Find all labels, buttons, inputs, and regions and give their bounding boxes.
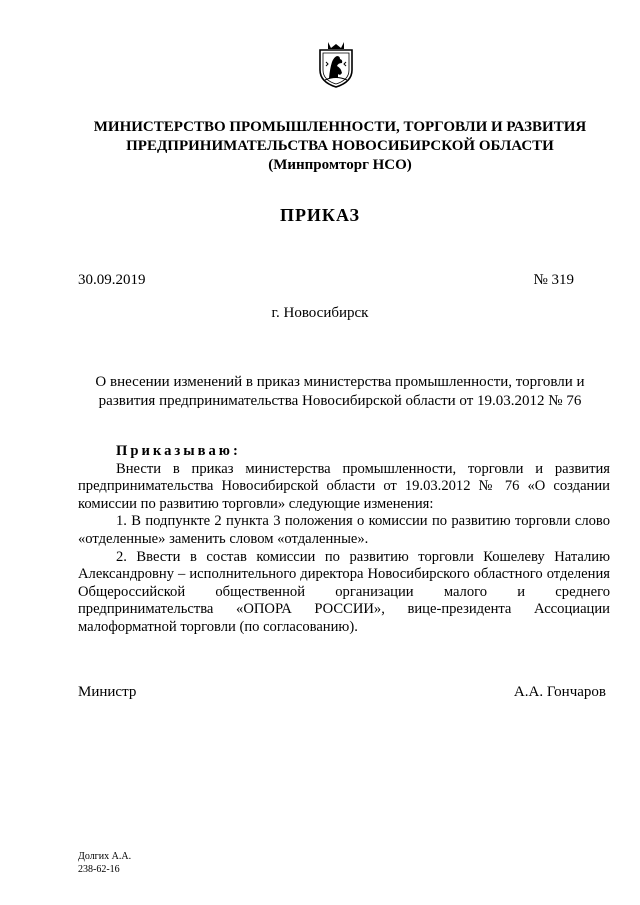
document-type-title: ПРИКАЗ (279, 205, 361, 225)
executor-name: Долгих А.А. (78, 851, 132, 862)
body-paragraph-1: Внести в приказ министерства промышленности, торговли и развития предпринимательства Новосибирской области от 19.03.2012 № 76 «О создании комиссии по развитию торговли» следующие изменения: (78, 460, 610, 512)
executor-phone: 238-62-16 (78, 864, 120, 875)
signer-position: Министр (78, 684, 137, 700)
body-paragraph-2: 1. В подпункте 2 пункта 3 положения о комиссии по развитию торговли слово «отделенные» заменить словом «отдаленные». (78, 513, 610, 547)
ministry-short-name: (Минпромторг НСО) (268, 157, 412, 173)
executor-info (78, 850, 131, 876)
document-date: 30.09.2019 (78, 272, 146, 288)
document-number: № 319 (533, 272, 574, 288)
coat-of-arms-emblem (318, 40, 354, 88)
ministry-name-line2: ПРЕДПРИНИМАТЕЛЬСТВА НОВОСИБИРСКОЙ ОБЛАСТИ (126, 138, 554, 154)
document-subject (70, 373, 610, 411)
signer-name: А.А. Гончаров (513, 684, 606, 700)
body-paragraph-3: 2. Ввести в состав комиссии по развитию торговли Кошелеву Наталию Александровну – исполнительного директора Новосибирского областного отделения Общероссийской общественной организации малого и среднего предпринимательства «ОПОРА РОССИИ», вице-президента Ассоциации малоформатной торговли (по согласованию). (78, 548, 610, 635)
document-body (78, 443, 610, 637)
ministry-header (40, 118, 640, 175)
ministry-name-line1: МИНИСТЕРСТВО ПРОМЫШЛЕННОСТИ, ТОРГОВЛИ И РАЗВИТИЯ (93, 119, 587, 135)
order-word: Приказываю: (116, 443, 241, 459)
subject-line2: развития предпринимательства Новосибирской области от 19.03.2012 № 76 (98, 393, 582, 409)
subject-line1: О внесении изменений в приказ министерства промышленности, торговли и (95, 374, 585, 390)
document-city: г. Новосибирск (271, 305, 369, 321)
